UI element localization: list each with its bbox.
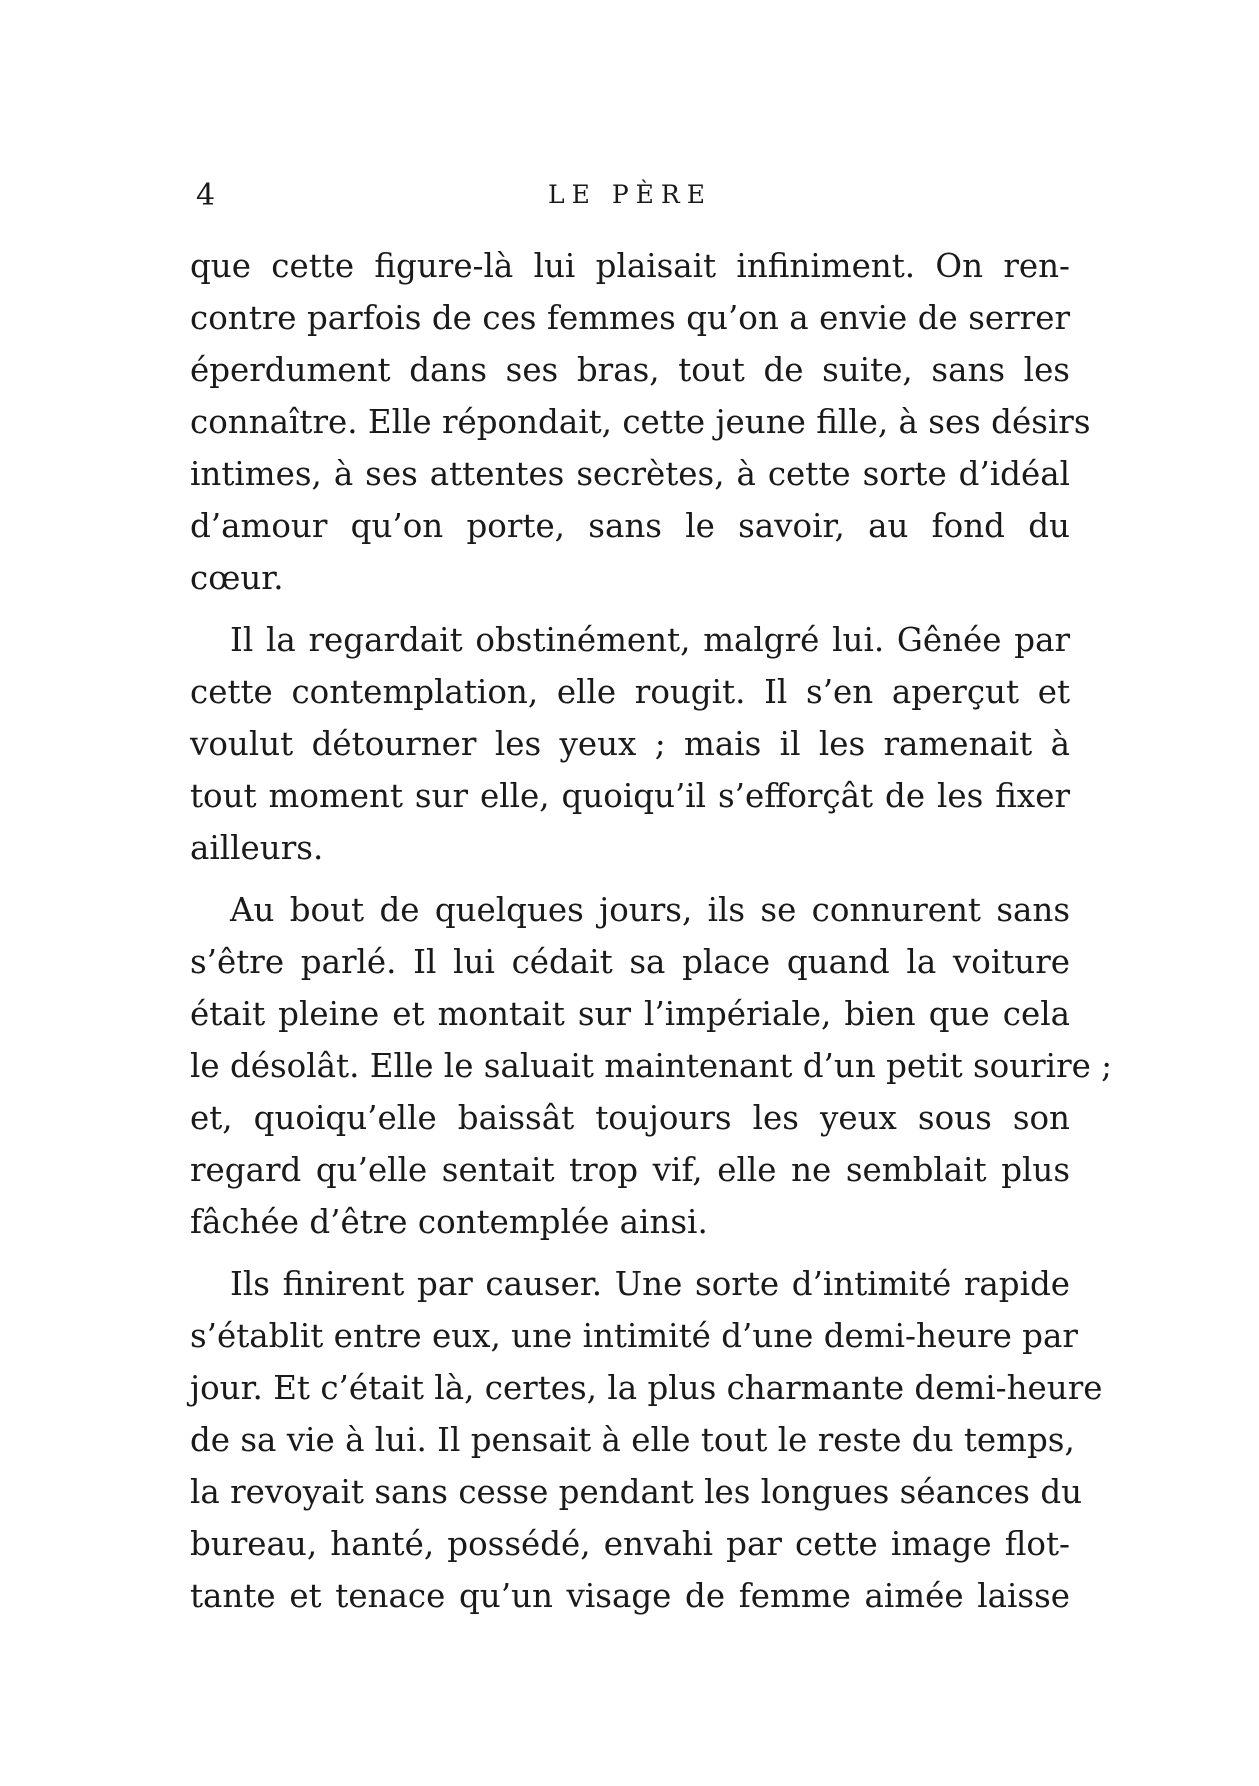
text-line: intimes, à ses attentes secrètes, à cette sorte d’idéal: [190, 455, 1070, 493]
text-line: regard qu’elle sentait trop vif, elle ne semblait plus: [190, 1151, 1070, 1189]
text-line: contre parfois de ces femmes qu’on a envie de serrer: [190, 299, 1070, 337]
paragraph: [190, 1258, 1103, 1622]
text-line: bureau, hanté, possédé, envahi par cette image flot-: [190, 1525, 1070, 1563]
running-title: LE PÈRE: [548, 180, 712, 209]
text-line: s’être parlé. Il lui cédait sa place quand la voiture: [190, 943, 1070, 981]
text-line: connaître. Elle répondait, cette jeune fille, à ses désirs: [190, 403, 1091, 441]
text-line: cette contemplation, elle rougit. Il s’en aperçut et: [190, 673, 1070, 711]
body-text: [190, 240, 1113, 1622]
paragraph: [190, 614, 1070, 874]
page-number: 4: [196, 178, 217, 213]
text-line: s’établit entre eux, une intimité d’une demi-heure par: [190, 1317, 1078, 1355]
text-line: et, quoiqu’elle baissât toujours les yeux sous son: [190, 1099, 1070, 1137]
page-header: [190, 178, 1070, 218]
text-line: d’amour qu’on porte, sans le savoir, au fond du: [190, 507, 1070, 545]
text-line: ailleurs.: [190, 829, 324, 867]
paragraph: [190, 884, 1113, 1248]
text-line: était pleine et montait sur l’impériale, bien que cela: [190, 995, 1070, 1033]
text-line: tout moment sur elle, quoiqu’il s’efforçât de les fixer: [190, 777, 1070, 815]
text-line: Ils finirent par causer. Une sorte d’intimité rapide: [230, 1265, 1070, 1303]
text-line: le désolât. Elle le saluait maintenant d’un petit sourire ;: [190, 1047, 1113, 1085]
text-line: de sa vie à lui. Il pensait à elle tout le reste du temps,: [190, 1421, 1075, 1459]
text-line: fâchée d’être contemplée ainsi.: [190, 1203, 708, 1241]
text-line: Au bout de quelques jours, ils se connurent sans: [230, 891, 1070, 929]
text-line: jour. Et c’était là, certes, la plus charmante demi-heure: [190, 1369, 1103, 1407]
text-line: éperdument dans ses bras, tout de suite, sans les: [190, 351, 1070, 389]
paragraph: [190, 240, 1091, 604]
text-line: Il la regardait obstinément, malgré lui. Gênée par: [230, 621, 1070, 659]
text-line: voulut détourner les yeux ; mais il les ramenait à: [190, 725, 1070, 763]
text-line: tante et tenace qu’un visage de femme aimée laisse: [190, 1577, 1070, 1615]
text-line: la revoyait sans cesse pendant les longues séances du: [190, 1473, 1083, 1511]
text-line: cœur.: [190, 559, 284, 597]
text-line: que cette figure-là lui plaisait infiniment. On ren-: [190, 247, 1070, 285]
